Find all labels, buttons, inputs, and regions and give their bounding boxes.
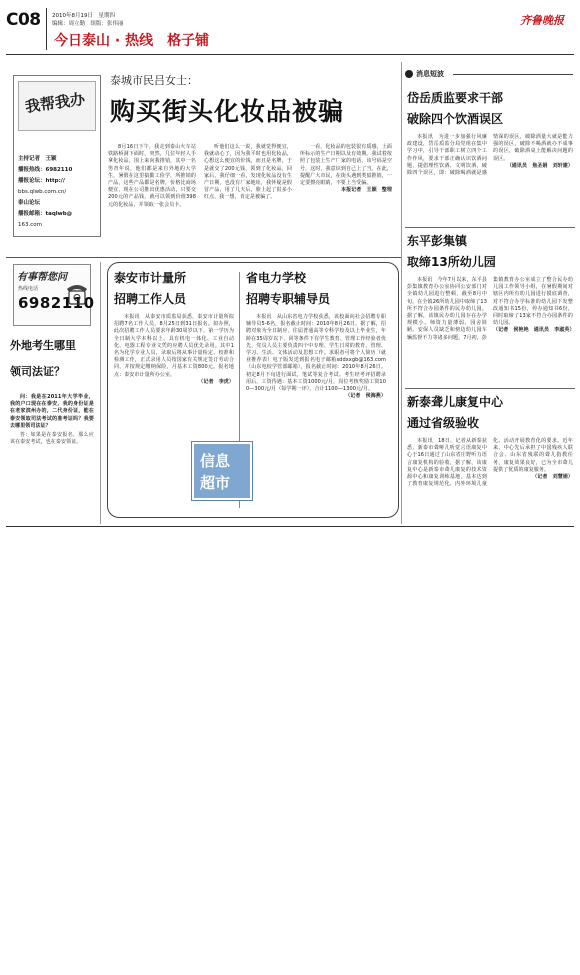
news-bar	[405, 68, 575, 80]
news-rule-2	[405, 388, 575, 389]
recruit-left	[114, 270, 242, 386]
hotline-info	[18, 154, 98, 231]
main-col-3	[300, 144, 392, 194]
news-item-2	[407, 233, 573, 342]
news1-signature: （通讯员 焦圣娟 刘轩建）	[506, 162, 573, 169]
left-qa-article	[10, 338, 94, 446]
main-article	[104, 68, 400, 243]
telephone-icon	[66, 281, 88, 307]
column-rule-left	[100, 262, 101, 524]
news-item-3	[407, 394, 573, 488]
section-title: 今日泰山 · 热线 格子铺	[54, 33, 210, 49]
page-header	[0, 0, 580, 56]
news3-body	[407, 438, 573, 488]
qa-title-line-1: 外地考生哪里	[10, 339, 76, 352]
qa-title-line-2: 领司法证？	[10, 365, 65, 378]
qa-answer-text: 答：如果是在泰安报名，那么应该在泰安考试，也在泰安领证。	[10, 432, 94, 446]
main-kicker: 泰城市民吕女士：	[110, 74, 198, 87]
brand-logo: 齐鲁晚报	[520, 14, 564, 27]
info-badge-word-2: 超市	[200, 474, 231, 492]
news-bar-rule	[453, 74, 573, 75]
recruit-right	[246, 270, 390, 400]
hotline-box	[13, 75, 101, 237]
hotline-line-tsforum: 泰山论坛	[18, 200, 41, 206]
header-divider	[46, 8, 47, 50]
main-col-1	[108, 144, 196, 209]
news2-signature: （记者 侯艳艳 通讯员 李淑英）	[493, 327, 575, 334]
news1-title-2: 破除四个饮酒误区	[407, 112, 504, 126]
recruit-right-body	[246, 314, 386, 400]
recruit-right-title-2: 招聘专职辅导员	[246, 292, 331, 306]
ad-box	[13, 264, 95, 326]
recruit-left-title-2: 招聘工作人员	[114, 292, 187, 306]
news3-signature: （记者 刘慧娟）	[532, 474, 573, 481]
qa-answer	[10, 432, 94, 446]
hotline-line-host: 主持记者 王颖	[18, 156, 57, 162]
info-supermarket-badge	[192, 442, 252, 500]
hotline-line-mail2: 163.com	[18, 222, 42, 228]
main-col-2	[204, 144, 292, 202]
news-rule-1	[405, 227, 575, 228]
column-rule-right	[401, 62, 402, 524]
editor-line: 编辑：周立勤 组版：张伟丽	[52, 21, 124, 27]
hotline-line-phone: 播报热线：6982110	[18, 167, 73, 173]
header-rule	[6, 54, 574, 55]
recruit-right-text: 本报讯 从山东省电力学校获悉，该校面向社会招聘专职辅导员5-6名，报名截止时间：2010年8月26日。据了解，招聘对象为全日制应、往届普通高等专科学校及以上毕业生，年龄在35周岁以下，同等条件下有学生教育、管理工作经验者优先，党员人员主要负责四个中专理、学生日常的教育、管理、学习、生活、文体活动及思想工作。求职者可将个人简历（就业推荐表）电子版发送到报名电子邮箱sddxxgb@163.com（山东电校学管部邮箱），报名截止时间：2010年8月26日。初定8月下旬进行面试，笔试等复合考试。考生经考评招聘录用后，工资待遇：基本工资1000元/月，岗位考核奖励工资100—300元/月（每学期一评），合计1100—1300元/月。	[246, 314, 386, 393]
ad-hotline-label: 热线电话	[18, 286, 39, 292]
page-bottom-rule	[6, 526, 574, 527]
hotline-logo	[18, 81, 96, 131]
ad-logo-text: 有事帮您问	[17, 272, 67, 283]
main-col-1-text: 8月16日下午，我走到泰山火车站铁路桥洞下面时，突然，几位年轻人手拿化妆品，围上来向我推销，其中一名男青年说，他们都是来自外地的大学生，暑假在这里搞勤工俭学，所推销的产品，这些产品都是名牌，价格比商场便宜，现在公司推出优惠活动，只要交200元的产品钱，就可以领到价值398元的化妆品，并领取一张会员卡。	[108, 144, 196, 208]
news1-title-1: 岱岳质监要求干部	[407, 91, 504, 105]
recruit-left-body	[114, 314, 234, 386]
main-signature: 本报记者 王颖 整理	[340, 187, 392, 194]
recruit-right-signature: （记者 侯海燕）	[345, 393, 386, 400]
section-rule-1	[6, 257, 401, 258]
recruit-left-text: 本报讯 从泰安市质监局获悉，泰安市计量所拟招聘7名工作人员，8月25日到31日报名。拟办照，此次招聘工作人员要求年龄30周岁以下，第一学历为全日制大学本科以上，具有机电一体化、工业自动化、电器工程专业文凭的应聘人员优先录用。其中1名为化学专业人员，录取后将从事计量检定、校准和检测工作，正式录用人员按国家有关规定签订劳动合同，并按规定缴纳保险，月基本工资800元。报名地点：泰安市计量所办公室。	[114, 314, 234, 378]
hotline-logo-text: 我帮我办	[24, 89, 87, 117]
news-bar-bullet-icon	[405, 70, 413, 78]
news2-text: 本报讯 今年7月以来，东平县彭集镇教育办公室协同公安部门对全镇幼儿园进行整顿，截至8月中旬，在全镇26所幼儿园中取缔了13所不符合办园条件的民办幼儿园。据了解，该镇民办幼儿园存在办学规模小、师资力量薄弱、园舍简陋、安保人员缺乏和傍边幼儿园车辆监督不力等诸多问题。7月初，彭集镇教育办公室成立了整合民办幼儿园工作领导小组，在暑假期间对辖区内所有幼儿园进行摸底调查，对不符合办学标准的幼儿园下发整改通知书15份，停办通知书6份，同时取缔了13家不符合办园条件的幼儿园。	[407, 277, 573, 341]
news2-title-2: 取缔13所幼儿园	[407, 255, 496, 269]
news1-text: 本报讯 为进一步加强行风廉政建设，岱岳质监分局党组在集中学习中，引导干部职工树立四个工作作风，要求干部正确认识饮酒问题，提倡理性饮酒、文明饮酒，破除四个误区，即：破除喝酒就是感情深的误区，破除酒量大就是能力强的误区，破除不喝酒就办不成事的误区，破除酒桌上能解决问题的误区。	[407, 134, 573, 177]
news1-body	[407, 134, 573, 177]
recruit-right-title-1: 省电力学校	[246, 271, 307, 285]
page-number: C08	[6, 10, 41, 30]
news3-title-1: 新泰聋儿康复中心	[407, 395, 504, 409]
hotline-line-forum: 播报论坛：http://	[18, 178, 65, 184]
news3-title-2: 通过省级验收	[407, 416, 480, 430]
main-col-2-text: 听他们这么一说，我就觉得便宜，我就动心了，因为我平时也用化妆品，心想这么便宜的价钱，而且是名牌，于是就交了200元钱，领到了化妆品。回家后，我仔细一看，发现化妆品没有生产日期，也没有厂家地址，我怀疑是假冒产品，用了几天后，脸上起了很多小红点，我一想，肯定是被骗了。	[204, 144, 292, 201]
main-headline: 购买街头化妆品被骗	[110, 97, 345, 126]
news2-body	[407, 277, 573, 342]
ad-phone-number: 6982110	[18, 294, 95, 312]
hotline-line-mail: 播报邮箱：taqlwb@	[18, 211, 73, 217]
news-item-1	[407, 90, 573, 177]
info-badge-word-1: 信息	[200, 452, 231, 470]
news2-title-1: 东平彭集镇	[407, 234, 468, 248]
qa-question-text: 问：我是在2011年大学毕业，我的户口现在在泰安，我的身份证是在老家滨州办的，二代身份证，能在泰安领取司法考试的准考证吗？我要去哪里领司法证？	[10, 394, 94, 429]
recruit-left-signature: （记者 李虎）	[198, 378, 234, 385]
main-col-3-text: 一看，化妆品的包装很有质感，上面所标示的生产日期以及有效期。我试着按照了包装上生产厂家的电话，该号码是空号，这时，我意识到自己上了当。在此，提醒广大市民，在街头遇到类似推销，一定要擦亮眼睛，不要上当受骗。	[300, 144, 392, 187]
qa-question	[10, 394, 94, 430]
news-bar-label: 消息短波	[416, 70, 444, 78]
hotline-line-url: bbs.qlwb.com.cn/	[18, 189, 67, 195]
issue-date: 2010年8月19日 星期四	[52, 13, 115, 19]
recruit-left-title-1: 泰安市计量所	[114, 271, 187, 285]
news3-text: 本报讯 18日，记者从新泰获悉，新泰市聋哑儿听觉言语康复中心于16日通过了山东省庄野听力语言康复机构的验收，据了解，该康复中心是新泰市聋儿康复的技术资源中心和康复训练基地，基本达到了教育康复规范化、内外环境儿童化、活动开展教育化的要求。近年来，中心先后承担了中国残疾人联合会、山东省残联的聋儿指教任务，康复效果良好，已为全市聋儿提供了优质的康复服务。	[407, 438, 573, 488]
